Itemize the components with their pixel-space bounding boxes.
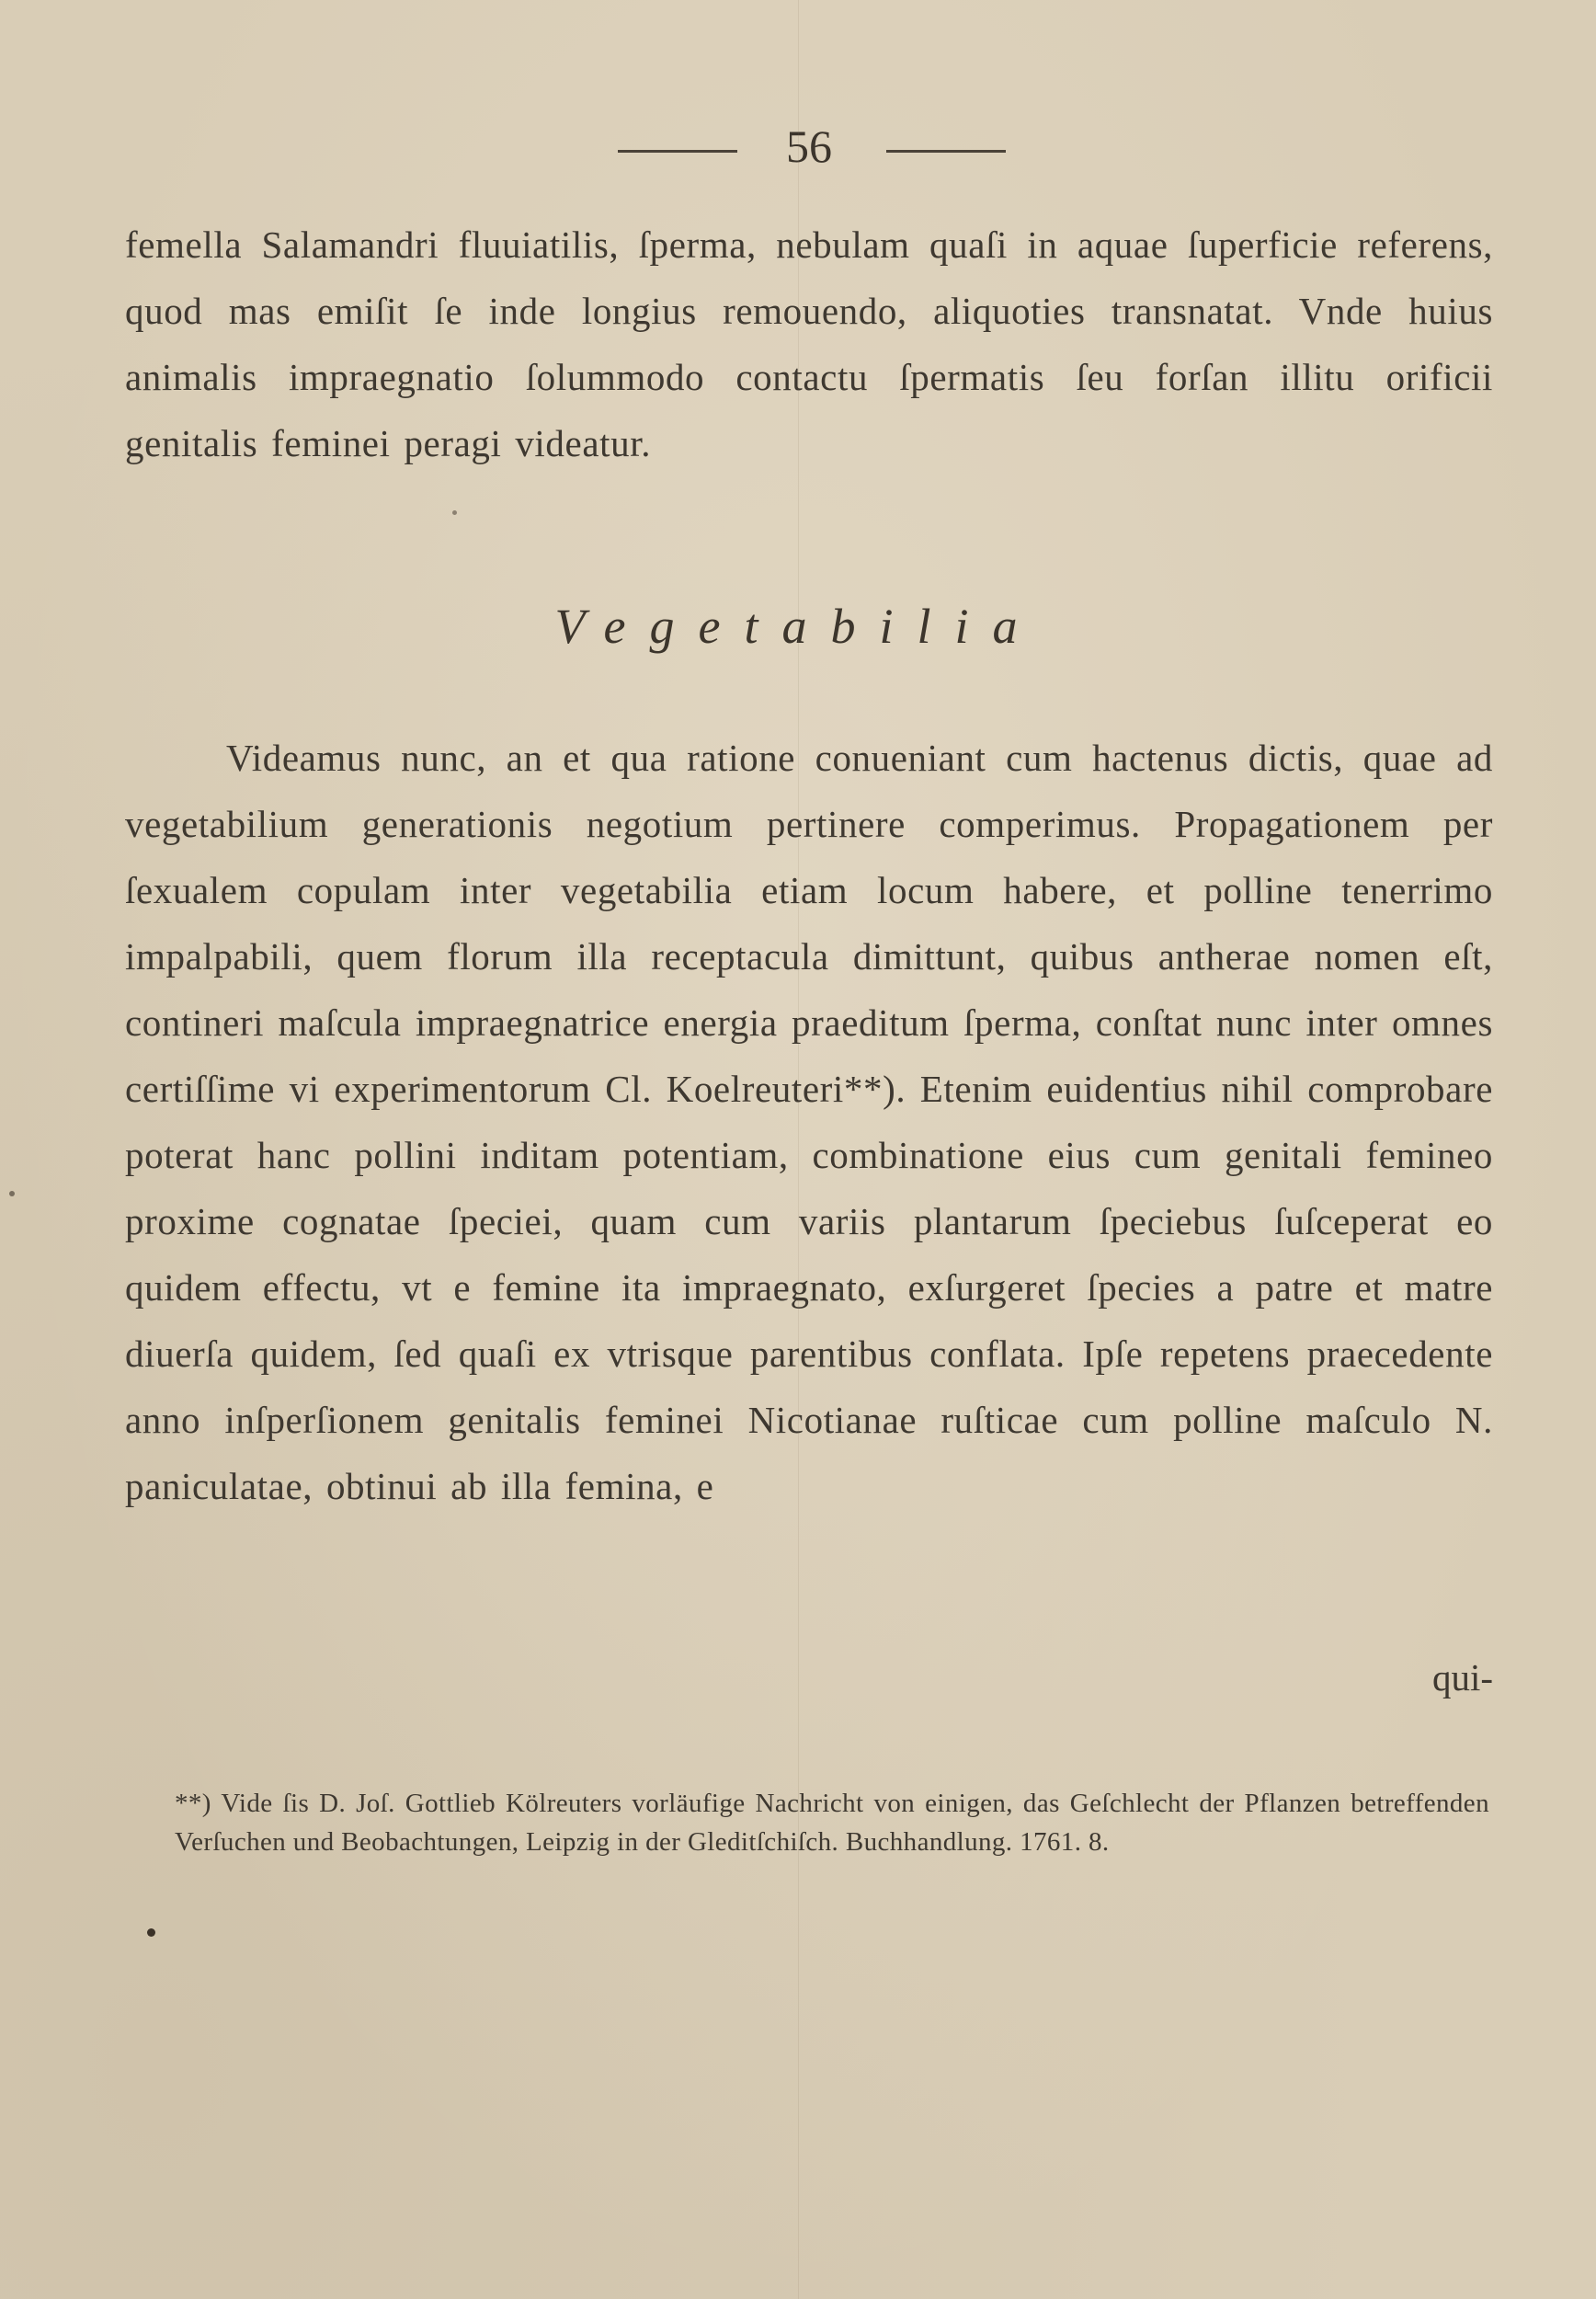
catchword: qui- <box>1431 1656 1493 1699</box>
paragraph-continuation: femella Salamandri fluuiatilis, ſperma, nebulam quaſi in aquae ſuperficie referens, quod mas emiſit ſe inde longius remouendo, aliquoties transnatat. Vnde huius animalis impraegnatio ſolummodo contactu ſpermatis ſeu forſan illitu orificii genitalis feminei peragi videatur. <box>125 223 1493 464</box>
footnote-mark: **) <box>175 1789 211 1818</box>
section-title: Vegetabilia <box>554 599 1042 654</box>
paragraph-vegetabilia: Videamus nunc, an et qua ratione conueniant cum hactenus dictis, quae ad vegetabilium generationis negotium pertinere comperimus. Propagationem per ſexualem copulam inter vegetabilia etiam locum habere, et polline tenerrimo impalpabili, quem florum illa receptacula dimittunt, quibus antherae nomen eſt, contineri maſcula impraegnatrice energia praeditum ſperma, conſtat nunc inter omnes certiſſime vi experimentorum Cl. Koelreuteri**). Etenim euidentius nihil comprobare poterat hanc pollini inditam potentiam, combinatione eius cum genitali femineo proxime cognatae ſpeciei, quam cum variis plantarum ſpeciebus ſuſceperat eo quidem effectu, vt e femine ita impraegnato, exſurgeret ſpecies a patre et matre diuerſa quidem, ſed quaſi ex vtrisque parentibus conflata. Ipſe repetens praecedente anno inſperſionem genitalis feminei Nicotianae ruſticae cum polline maſculo N. paniculatae, obtinui ab illa femina, e <box>125 737 1493 1507</box>
ink-speck <box>147 1928 155 1937</box>
ink-speck <box>9 1191 15 1196</box>
header-rule-left <box>618 150 737 153</box>
ink-speck <box>452 510 457 515</box>
header-rule-right <box>886 150 1006 153</box>
page-number: 56 <box>786 120 832 172</box>
footnote <box>175 1784 1489 1861</box>
paper-crease <box>798 0 799 2299</box>
footnote-text: Vide ſis D. Joſ. Gottlieb Kölreuters vorläufige Nachricht von einigen, das Geſchlecht der Pflanzen betreffenden Verſuchen und Beobachtungen, Leipzig in der Gleditſchiſch. Buchhandlung. 1761. 8. <box>175 1789 1489 1857</box>
